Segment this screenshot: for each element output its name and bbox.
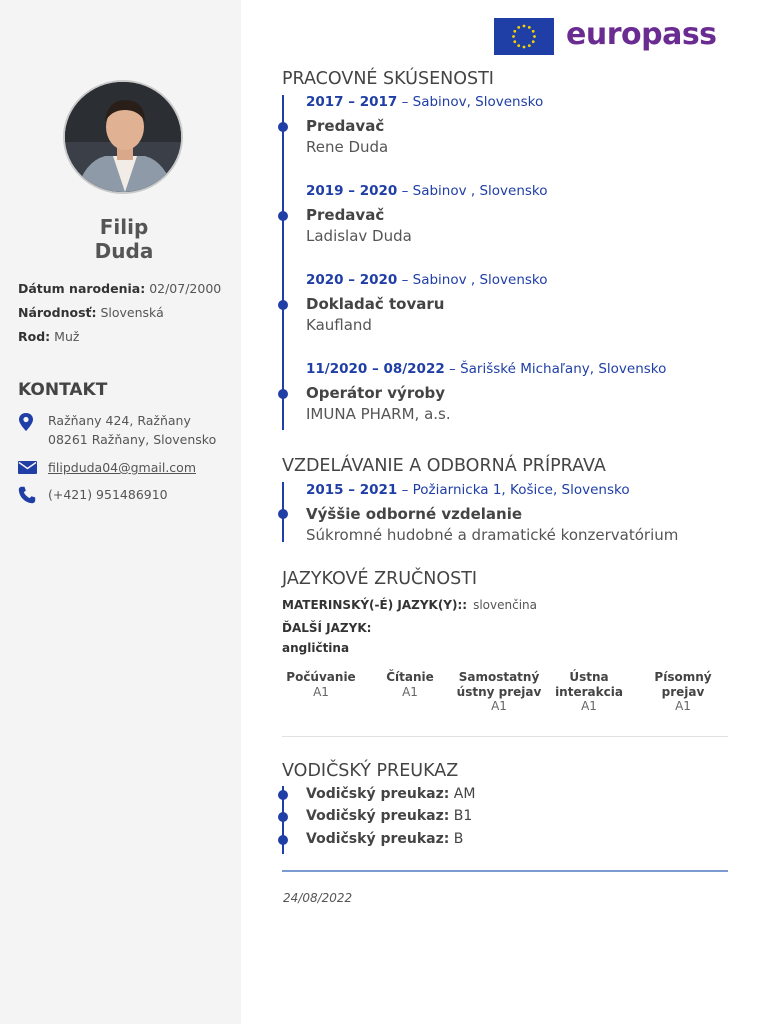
divider xyxy=(282,736,728,737)
birth-date-value: 02/07/2000 xyxy=(149,281,222,296)
skill-level: A1 xyxy=(402,684,418,699)
driving-licence-category: B1 xyxy=(449,808,473,824)
footer-divider xyxy=(282,870,728,872)
language-skill xyxy=(276,670,366,699)
gender xyxy=(18,329,79,344)
experience-title: PRACOVNÉ SKÚSENOSTI xyxy=(282,69,494,89)
eu-flag-icon xyxy=(494,18,554,55)
address xyxy=(48,411,216,449)
address-line-2: 08261 Ražňany, Slovensko xyxy=(48,432,217,447)
language-skill xyxy=(638,670,728,714)
experience-place: – Šarišské Michaľany, Slovensko xyxy=(444,361,667,377)
timeline-dot xyxy=(278,509,288,519)
timeline-dot xyxy=(278,812,288,822)
experience-date xyxy=(306,94,543,110)
birth-date-label: Dátum narodenia: xyxy=(18,281,146,296)
experience-role: Predavač xyxy=(306,117,385,135)
mother-tongue-value: slovenčina xyxy=(473,598,538,612)
experience-role: Operátor výroby xyxy=(306,384,446,402)
first-name: Filip xyxy=(99,215,149,239)
skill-header: Ústna interakcia xyxy=(555,670,623,699)
other-language-value: angličtina xyxy=(282,641,350,655)
timeline-dot xyxy=(278,835,288,845)
phone[interactable]: (+421) 951486910 xyxy=(48,487,168,502)
avatar xyxy=(63,80,183,194)
education-degree: Výššie odborné vzdelanie xyxy=(306,505,523,523)
skill-header: Písomný prejav xyxy=(654,670,712,699)
skill-level: A1 xyxy=(491,699,507,713)
contact-title: KONTAKT xyxy=(18,380,108,400)
nationality-value: Slovenská xyxy=(100,305,164,320)
skill-header: Čítanie xyxy=(386,670,434,684)
language-skill xyxy=(365,670,455,699)
gender-label: Rod: xyxy=(18,329,51,344)
last-name: Duda xyxy=(94,239,154,263)
birth-date xyxy=(18,281,221,296)
timeline-dot xyxy=(278,790,288,800)
experience-employer: Rene Duda xyxy=(306,138,389,156)
driving-licence-label: Vodičský preukaz: xyxy=(306,786,450,802)
experience-period: 2019 – 2020 xyxy=(306,183,398,199)
avatar-photo xyxy=(65,82,183,194)
skill-header: Počúvanie xyxy=(286,670,356,684)
education-period: 2015 – 2021 xyxy=(306,482,398,498)
mother-tongue-label: MATERINSKÝ(-É) JAZYK(Y):: xyxy=(282,598,468,612)
experience-place: – Sabinov , Slovensko xyxy=(397,183,548,199)
address-line-1: Ražňany 424, Ražňany xyxy=(48,413,191,428)
experience-employer: IMUNA PHARM, a.s. xyxy=(306,405,451,423)
skill-level: A1 xyxy=(313,684,329,699)
experience-place: – Sabinov , Slovensko xyxy=(397,272,548,288)
education-school: Súkromné hudobné a dramatické konzervatórium xyxy=(306,526,679,544)
mother-tongue xyxy=(282,598,537,612)
driving-licence-item xyxy=(306,786,475,802)
experience-role: Dokladač tovaru xyxy=(306,295,445,313)
driving-licence-category: AM xyxy=(449,786,476,802)
timeline-dot xyxy=(278,211,288,221)
experience-date xyxy=(306,272,548,288)
footer-date: 24/08/2022 xyxy=(283,891,353,905)
experience-timeline xyxy=(282,95,284,430)
driving-licence-label: Vodičský preukaz: xyxy=(306,808,450,824)
other-language-label: ĎALŠÍ JAZYK: xyxy=(282,621,372,635)
education-title: VZDELÁVANIE A ODBORNÁ PRÍPRAVA xyxy=(282,456,606,476)
timeline-dot xyxy=(278,122,288,132)
skill-level: A1 xyxy=(675,699,691,713)
experience-employer: Ladislav Duda xyxy=(306,227,412,245)
skill-header: Samostatný ústny prejav xyxy=(456,670,542,699)
experience-period: 11/2020 – 08/2022 xyxy=(306,361,445,377)
experience-place: – Sabinov, Slovensko xyxy=(397,94,544,110)
driving-licence-label: Vodičský preukaz: xyxy=(306,831,450,847)
eu-stars xyxy=(494,18,554,55)
skill-level: A1 xyxy=(581,699,597,713)
europass-logo: europass xyxy=(566,17,717,52)
email-link[interactable]: filipduda04@gmail.com xyxy=(48,460,196,475)
driving-licence-item xyxy=(306,831,463,847)
education-place: – Požiarnicka 1, Košice, Slovensko xyxy=(397,482,630,498)
driving-title: VODIČSKÝ PREUKAZ xyxy=(282,761,459,781)
language-skill xyxy=(455,670,543,714)
experience-date xyxy=(306,361,666,377)
experience-role: Predavač xyxy=(306,206,385,224)
experience-period: 2020 – 2020 xyxy=(306,272,398,288)
location-pin-icon xyxy=(18,413,34,431)
driving-licence-category: B xyxy=(449,831,464,847)
email-icon xyxy=(18,461,37,474)
driving-licence-item xyxy=(306,808,472,824)
nationality-label: Národnosť: xyxy=(18,305,97,320)
phone-icon xyxy=(18,486,36,504)
nationality xyxy=(18,305,164,320)
timeline-dot xyxy=(278,300,288,310)
experience-period: 2017 – 2017 xyxy=(306,94,398,110)
education-date xyxy=(306,482,630,498)
timeline-dot xyxy=(278,389,288,399)
language-skill xyxy=(544,670,634,714)
experience-employer: Kaufland xyxy=(306,316,372,334)
gender-value: Muž xyxy=(54,329,80,344)
languages-title: JAZYKOVÉ ZRUČNOSTI xyxy=(282,569,478,589)
experience-date xyxy=(306,183,548,199)
